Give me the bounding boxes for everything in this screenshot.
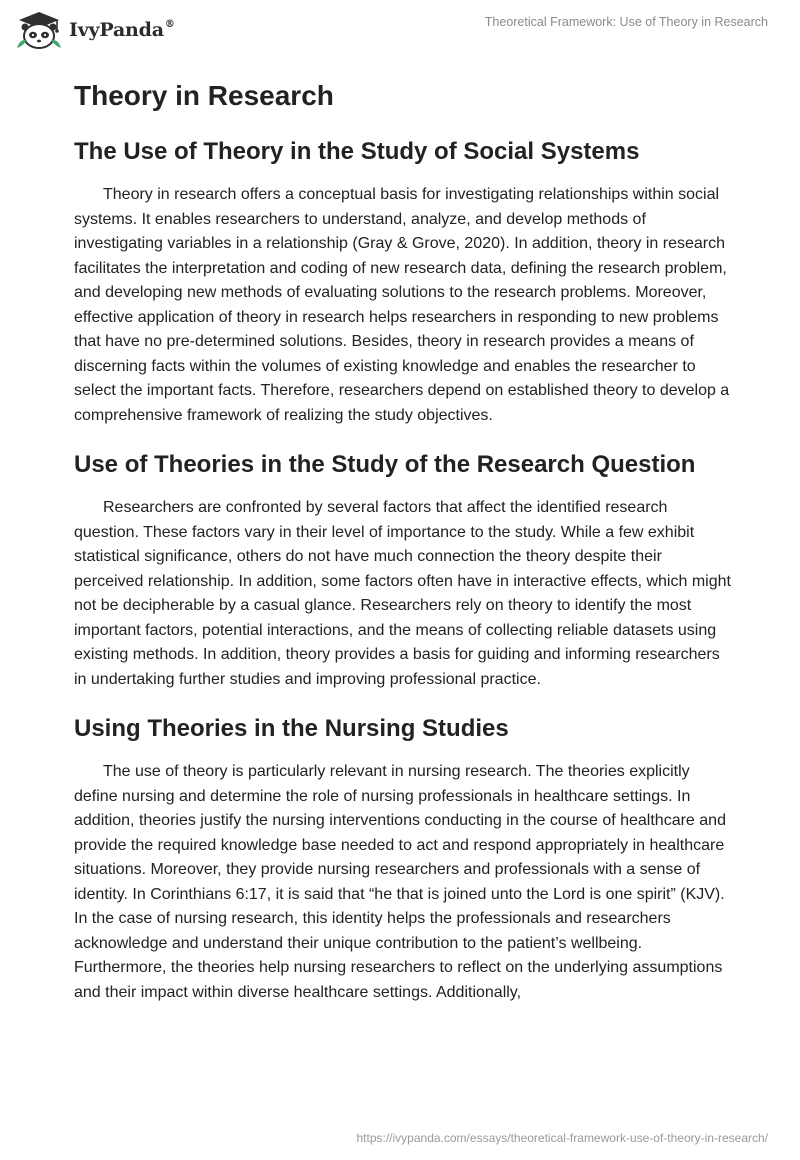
section-paragraph-social-systems: Theory in research offers a conceptual basis for investigating relationships within social systems. It enables researchers to understand, analyze, and develop methods of investigating variables in a relationship (Gray & Grove, 2020). In addition, theory in research facilitates the interpretation and coding of new research data, defining the research problem, and developing new methods of evaluating solutions to the research problems. Moreover, effective application of theory in research helps researchers in responding to new problems that have no pre-determined solutions. Besides, theory in research provides a means of discerning facts within the volumes of existing knowledge and enables the researcher to select the important facts. Therefore, researchers depend on established theory to develop a comprehensive framework of realizing the study objectives. — [74, 186, 730, 424]
section-paragraph-nursing-studies: The use of theory is particularly relevant in nursing research. The theories explicitly define nursing and determine the role of nursing professionals in healthcare settings. In addition, theories justify the nursing interventions conducting in the course of healthcare and provide the required knowledge base needed to act and respond appropriately in healthcare situations. Moreover, they provide nursing researchers and professionals with a sense of identity. In Corinthians 6:17, it is said that “he that is joined unto the Lord is one spirit” (KJV). In the case of nursing research, this identity helps the professionals and researchers acknowledge and understand their unique contribution to the patient’s wellbeing. Furthermore, the theories help nursing researchers to reflect on the underlying assumptions and their impact within diverse healthcare settings. Additionally, — [74, 763, 726, 1001]
section-heading-research-question: Use of Theories in the Study of the Research Question — [74, 451, 696, 478]
brand-name: IvyPanda — [69, 19, 164, 41]
article-body — [74, 70, 734, 1005]
footer-url-link[interactable]: https://ivypanda.com/essays/theoretical-framework-use-of-theory-in-research/ — [356, 1131, 768, 1145]
registered-mark: ® — [164, 18, 175, 30]
section-heading-social-systems: The Use of Theory in the Study of Social Systems — [74, 138, 640, 165]
section-paragraph-research-question: Researchers are confronted by several factors that affect the identified research question. These factors vary in their level of importance to the study. While a few exhibit statistical significance, others do not have much connection the theory despite their perceived relationship. In addition, some factors often have in interactive effects, which might not be decipherable by a casual glance. Researchers rely on theory to identify the most important factors, potential interactions, and the means of collecting reliable datasets using existing methods. In addition, theory provides a basis for guiding and informing researchers in undertaking further studies and improving professional practice. — [74, 499, 731, 688]
page-title: Theory in Research — [74, 80, 334, 111]
page-header — [0, 0, 800, 70]
ivypanda-logo[interactable] — [14, 10, 175, 50]
section-heading-nursing-studies: Using Theories in the Nursing Studies — [74, 715, 509, 742]
panda-mascot-icon — [14, 10, 64, 50]
document-title: Theoretical Framework: Use of Theory in Research — [484, 15, 768, 29]
